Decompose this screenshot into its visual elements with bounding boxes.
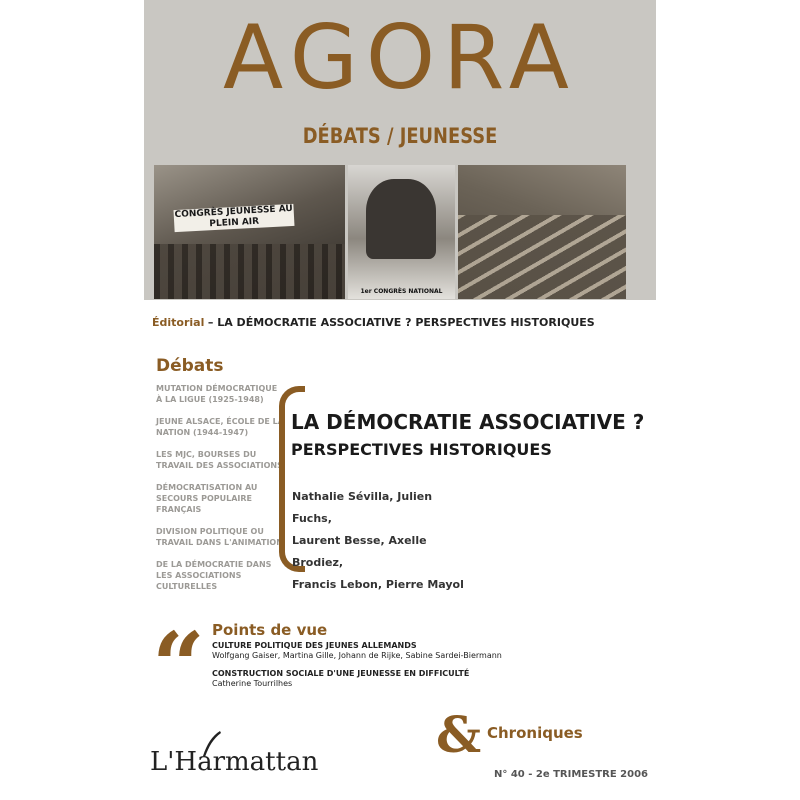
photo-crowd [154, 244, 345, 299]
toc-item: DE LA DÉMOCRATIE DANS LES ASSOCIATIONS CULTURELLES [156, 560, 272, 591]
chroniques-heading: Chroniques [487, 724, 583, 742]
poster-caption: 1er CONGRÈS NATIONAL [360, 288, 443, 295]
pdv-entry-authors: Wolfgang Gaiser, Martina Gille, Johann de Rijke, Sabine Sardei-Biermann [212, 651, 502, 660]
debats-heading: Débats [156, 356, 224, 376]
authors-line: Francis Lebon, Pierre Mayol [292, 578, 464, 591]
authors-list [292, 486, 472, 596]
editorial-line [152, 316, 595, 329]
toc-item: DIVISION POLITIQUE OU TRAVAIL DANS L'ANIMATION [156, 527, 283, 547]
editorial-label: Éditorial [152, 316, 205, 329]
points-de-vue-list [212, 641, 572, 689]
masthead-title: AGORA [223, 6, 577, 109]
archive-photo-congress [154, 165, 345, 299]
toc-item: LES MJC, BOURSES DU TRAVAIL DES ASSOCIATIONS [156, 450, 283, 470]
masthead-subtitle: DÉBATS / JEUNESSE [302, 124, 498, 148]
editorial-text: – LA DÉMOCRATIE ASSOCIATIVE ? PERSPECTIVES HISTORIQUES [207, 316, 595, 329]
authors-line: Laurent Besse, Axelle Brodiez, [292, 534, 427, 569]
ampersand-icon: & [436, 705, 482, 764]
pdv-entry-title: CULTURE POLITIQUE DES JEUNES ALLEMANDS [212, 641, 417, 650]
pdv-entry-authors: Catherine Tourrilhes [212, 679, 293, 688]
toc-item: JEUNE ALSACE, ÉCOLE DE LA NATION (1944-1947) [156, 417, 284, 437]
main-title: LA DÉMOCRATIE ASSOCIATIVE ? [291, 410, 645, 434]
publisher-logo: L'Harmattan [150, 747, 319, 777]
archive-photo-workshop [458, 165, 626, 299]
toc-item: MUTATION DÉMOCRATIQUE À LA LIGUE (1925-1948) [156, 384, 278, 404]
issue-number: N° 40 - 2e TRIMESTRE 2006 [494, 769, 648, 780]
cover-top-band [144, 0, 656, 300]
points-de-vue-heading: Points de vue [212, 621, 328, 639]
workshop-tables [458, 215, 626, 299]
debats-toc [156, 383, 284, 603]
poster-figure [366, 179, 436, 259]
authors-line: Nathalie Sévilla, Julien Fuchs, [292, 490, 433, 525]
main-subtitle: PERSPECTIVES HISTORIQUES [291, 440, 552, 459]
pdv-entry-title: CONSTRUCTION SOCIALE D'UNE JEUNESSE EN DIFFICULTÉ [212, 669, 470, 678]
quote-mark-icon: “ [152, 612, 205, 720]
photo-banner-text: CONGRÈS JEUNESSE AU PLEIN AIR [174, 204, 295, 232]
book-cover [144, 0, 656, 800]
archive-photo-poster [348, 165, 455, 299]
toc-item: DÉMOCRATISATION AU SECOURS POPULAIRE FRANÇAIS [156, 483, 258, 514]
